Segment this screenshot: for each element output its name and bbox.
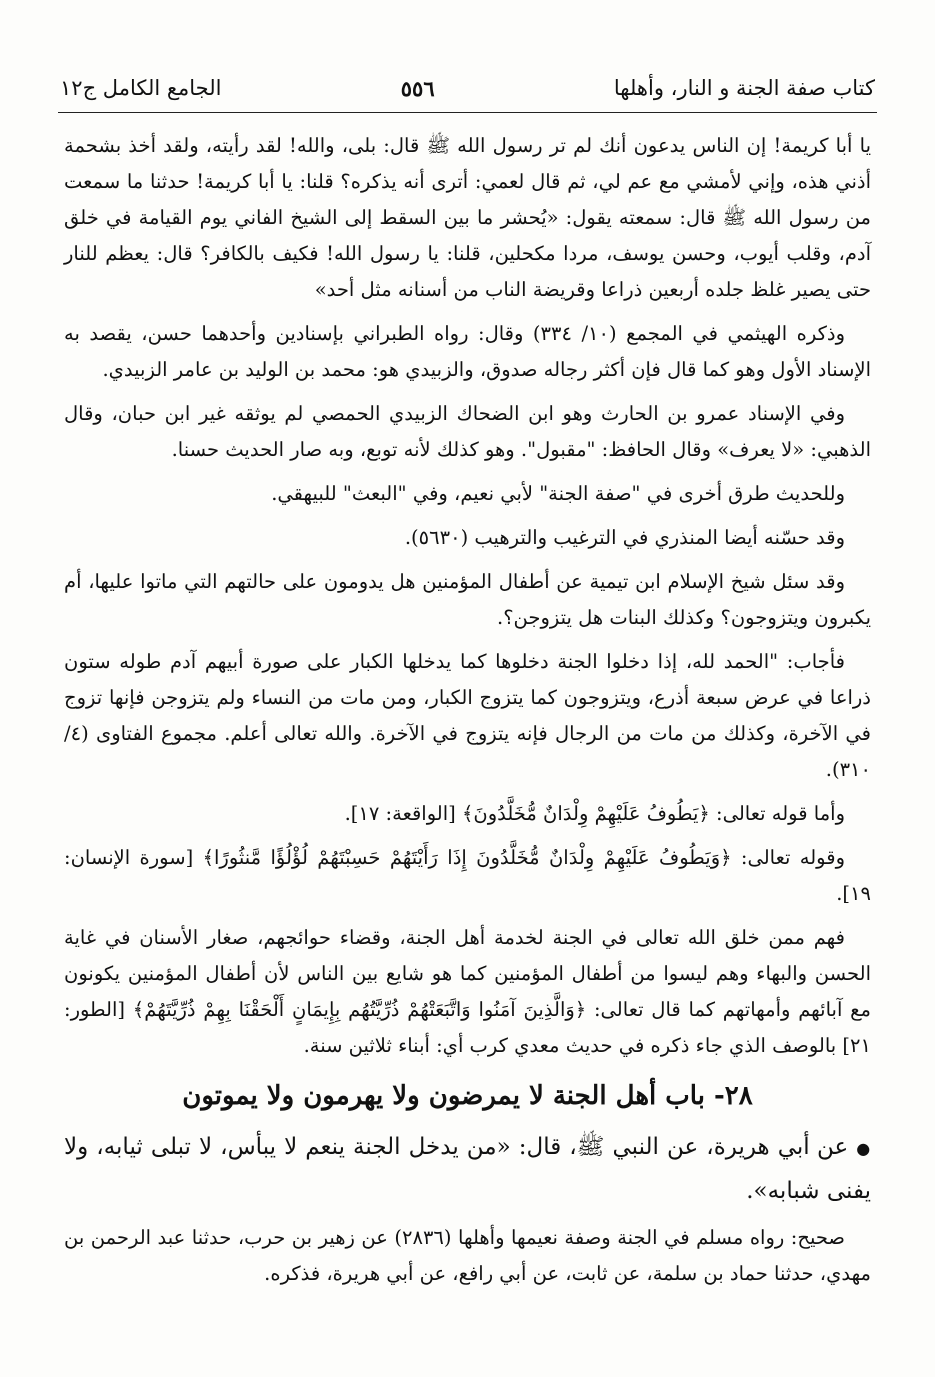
- paragraph-6: وقد سئل شيخ الإسلام ابن تيمية عن أطفال المؤمنين هل يدومون على حالتهم التي ماتوا عليها، أم يكبرون ويتزوجون؟ وكذلك البنات هل يتزوجن؟.: [64, 570, 871, 629]
- hadith-text: [64, 1126, 871, 1212]
- paragraph-10: فهم ممن خلق الله تعالى في الجنة لخدمة أهل الجنة، وقضاء حوائجهم، صغار الأسنان في غاية الحسن والبهاء وهم ليسوا من أطفال المؤمنين كما هو شايع بين الناس لأن أطفال المؤمنين يكونون مع آبائهم وأمهاتهم كما قال تعالى: ﴿وَالَّذِينَ آمَنُوا وَاتَّبَعَتْهُمْ ذُرِّيَّتُهُم بِإِيمَانٍ أَلْحَقْنَا بِهِمْ ذُرِّيَّتَهُمْ﴾ [الطور: ٢١] بالوصف الذي جاء ذكره في حديث معدي كرب أي: أبناء ثلاثين سنة.: [64, 926, 871, 1057]
- paragraph-8: وأما قوله تعالى: ﴿يَطُوفُ عَلَيْهِمْ وِلْدَانٌ مُّخَلَّدُونَ﴾ [الواقعة: ١٧].: [344, 802, 845, 825]
- paragraph-4: وللحديث طرق أخرى في "صفة الجنة" لأبي نعيم، وفي "البعث" للبيهقي.: [271, 482, 845, 505]
- paragraph-3: وفي الإسناد عمرو بن الحارث وهو ابن الضحاك الزبيدي الحمصي لم يوثقه غير ابن حبان، وقال الذهبي: «لا يعرف» وقال الحافظ: "مقبول". وهو كذلك لأنه توبع، وبه صار الحديث حسنا.: [64, 402, 871, 461]
- running-header: [60, 72, 875, 104]
- header-volume-title: الجامع الكامل ج١٢: [60, 76, 222, 100]
- paragraph-2: وذكره الهيثمي في المجمع (١٠/ ٣٣٤) وقال: رواه الطبراني بإسنادين وأحدهما حسن، يقصد به الإسناد الأول وهو كما قال فإن أكثر رجاله صدوق، والزبيدي هو: محمد بن الوليد بن عامر الزبيدي.: [64, 322, 871, 381]
- paragraph-1: يا أبا كريمة! إن الناس يدعون أنك لم تر رسول الله ﷺ قال: بلى، والله! لقد رأيته، ولقد أخذ بشحمة أذني هذه، وإني لأمشي مع عم لي، ثم قال لعمي: أترى أنه يذكره؟ قلنا: يا أبا كريمة! حدثنا ما سمعت من رسول الله ﷺ قال: سمعته يقول: «يُحشر ما بين السقط إلى الشيخ الفاني يوم القيامة في خلق آدم، وقلب أيوب، وحسن يوسف، مردا مكحلين، قلنا: يا رسول الله! فكيف بالكافر؟ قال: يعظم للنار حتى يصير غلظ جلده أربعين ذراعا وقريضة الناب من أسنانه مثل أحد»: [64, 134, 871, 301]
- paragraph-9: وقوله تعالى: ﴿وَيَطُوفُ عَلَيْهِمْ وِلْدَانٌ مُّخَلَّدُونَ إِذَا رَأَيْتَهُمْ حَسِبْتَهُمْ لُؤْلُؤًا مَّنثُورًا﴾ [سورة الإنسان: ١٩].: [64, 846, 871, 905]
- takhrij-paragraph: صحيح: رواه مسلم في الجنة وصفة نعيمها وأهلها (٢٨٣٦) عن زهير بن حرب، حدثنا عبد الرحمن بن مهدي، حدثنا حماد بن سلمة، عن ثابت، عن أبي رافع، عن أبي هريرة، فذكره.: [64, 1226, 871, 1285]
- hadith-body: عن أبي هريرة، عن النبي ﷺ، قال: «من يدخل الجنة ينعم لا يبأس، لا تبلى ثيابه، ولا يفنى شبابه».: [64, 1134, 871, 1204]
- paragraph-5: وقد حسّنه أيضا المنذري في الترغيب والترهيب (٥٦٣٠).: [404, 526, 845, 549]
- page-body: [64, 128, 871, 1300]
- page-number: ٥٥٦: [400, 75, 435, 101]
- header-book-title: كتاب صفة الجنة و النار، وأهلها: [613, 76, 875, 100]
- paragraph-7: فأجاب: "الحمد لله، إذا دخلوا الجنة دخلوها كما يدخلها الكبار على صورة أبيهم آدم طوله ستون ذراعا في عرض سبعة أذرع، ويتزوجون كما يتزوج الكبار، ومن مات من النساء ولم يتزوجن فإنها تزوج في الآخرة، وكذلك من مات من الرجال فإنه يتزوج في الآخرة. والله تعالى أعلم. مجموع الفتاوى (٤/ ٣١٠).: [64, 650, 871, 781]
- header-rule: [58, 112, 877, 113]
- chapter-title: ٢٨- باب أهل الجنة لا يمرضون ولا يهرمون ولا يموتون: [182, 1081, 753, 1111]
- bullet-icon: ●: [856, 1139, 871, 1158]
